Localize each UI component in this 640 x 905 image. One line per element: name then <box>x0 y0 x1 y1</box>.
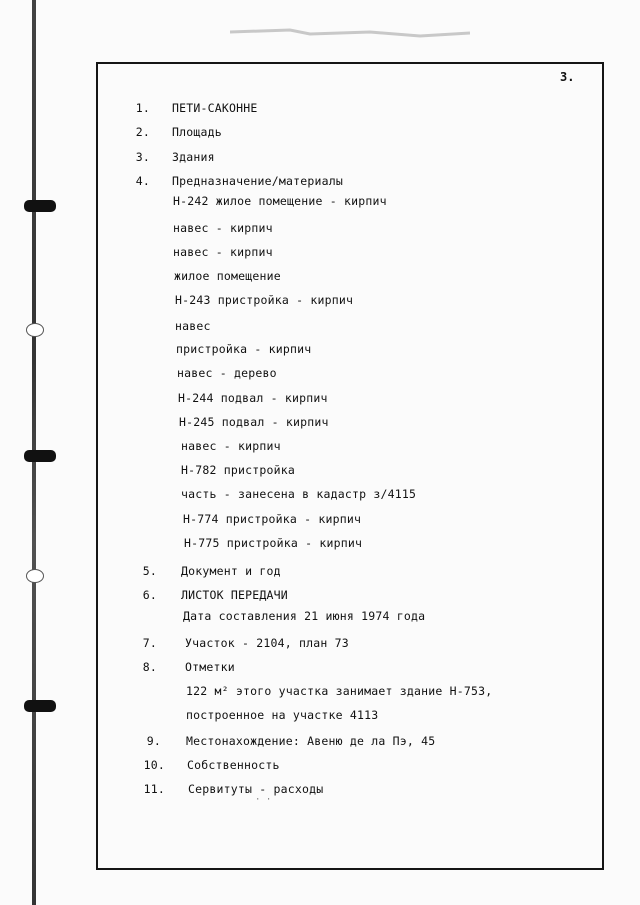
item-text: навес <box>175 319 211 333</box>
item-number: 8. <box>142 660 157 674</box>
item-text: Документ и год <box>181 564 281 578</box>
item-text: навес - кирпич <box>181 439 281 453</box>
list-item <box>0 564 640 580</box>
list-item <box>0 439 640 455</box>
item-text: Н-242 жилое помещение - кирпич <box>173 194 387 208</box>
item-text: Предназначение/материалы <box>172 174 343 188</box>
list-item <box>0 319 640 335</box>
item-text: часть - занесена в кадастр з/4115 <box>181 487 417 501</box>
item-text: Отметки <box>185 660 235 674</box>
list-item <box>0 660 640 676</box>
list-item <box>0 342 640 358</box>
list-item <box>0 758 640 774</box>
item-text: Местонахождение: Авеню де ла Пэ, 45 <box>186 734 436 748</box>
item-text: навес - дерево <box>177 366 277 380</box>
list-item <box>0 588 640 604</box>
item-text: навес - кирпич <box>173 245 273 259</box>
item-text: Собственность <box>187 758 280 772</box>
list-item <box>0 101 640 117</box>
item-text: 122 м² этого участка занимает здание Н-753, <box>186 684 493 698</box>
item-text: Н-782 пристройка <box>181 463 295 477</box>
list-item <box>0 150 640 166</box>
list-item <box>0 245 640 261</box>
item-text: пристройка - кирпич <box>176 342 312 356</box>
list-item <box>0 125 640 141</box>
list-item <box>0 684 640 700</box>
item-text: Н-244 подвал - кирпич <box>178 391 328 405</box>
list-item <box>0 536 640 552</box>
item-text: ЛИСТОК ПЕРЕДАЧИ <box>181 588 288 602</box>
list-item <box>0 463 640 479</box>
page-number: 3. <box>560 70 575 84</box>
item-text: Н-774 пристройка - кирпич <box>183 512 362 526</box>
item-text: Н-775 пристройка - кирпич <box>184 536 363 550</box>
item-number: 6. <box>142 588 157 602</box>
list-item <box>0 194 640 210</box>
item-number: 7. <box>142 636 157 650</box>
item-text: навес - кирпич <box>173 221 273 235</box>
item-text: ПЕТИ-САКОННЕ <box>172 101 258 115</box>
list-item <box>0 708 640 724</box>
list-item <box>0 293 640 309</box>
item-text: Дата составления 21 июня 1974 года <box>183 609 426 623</box>
item-number: 10. <box>143 758 165 772</box>
list-item <box>0 221 640 237</box>
scan-specks: · · <box>255 795 272 805</box>
item-text: Сервитуты - расходы <box>188 782 324 796</box>
item-text: Участок - 2104, план 73 <box>185 636 349 650</box>
list-item <box>0 415 640 431</box>
item-number: 3. <box>135 150 150 164</box>
item-text: Здания <box>172 150 215 164</box>
list-item <box>0 512 640 528</box>
item-text: Н-243 пристройка - кирпич <box>175 293 354 307</box>
list-item <box>0 269 640 285</box>
list-item <box>0 487 640 503</box>
item-text: Н-245 подвал - кирпич <box>179 415 329 429</box>
item-number: 2. <box>135 125 150 139</box>
scan-smudge <box>230 24 470 42</box>
item-text: жилое помещение <box>174 269 281 283</box>
list-item <box>0 734 640 750</box>
list-item <box>0 366 640 382</box>
list-item <box>0 174 640 190</box>
item-number: 9. <box>146 734 161 748</box>
list-item <box>0 782 640 798</box>
item-number: 5. <box>142 564 157 578</box>
item-text: построенное на участке 4113 <box>186 708 379 722</box>
item-number: 4. <box>135 174 150 188</box>
item-number: 1. <box>135 101 150 115</box>
list-item <box>0 636 640 652</box>
item-text: Площадь <box>172 125 222 139</box>
item-number: 11. <box>143 782 165 796</box>
list-item <box>0 609 640 625</box>
list-item <box>0 391 640 407</box>
